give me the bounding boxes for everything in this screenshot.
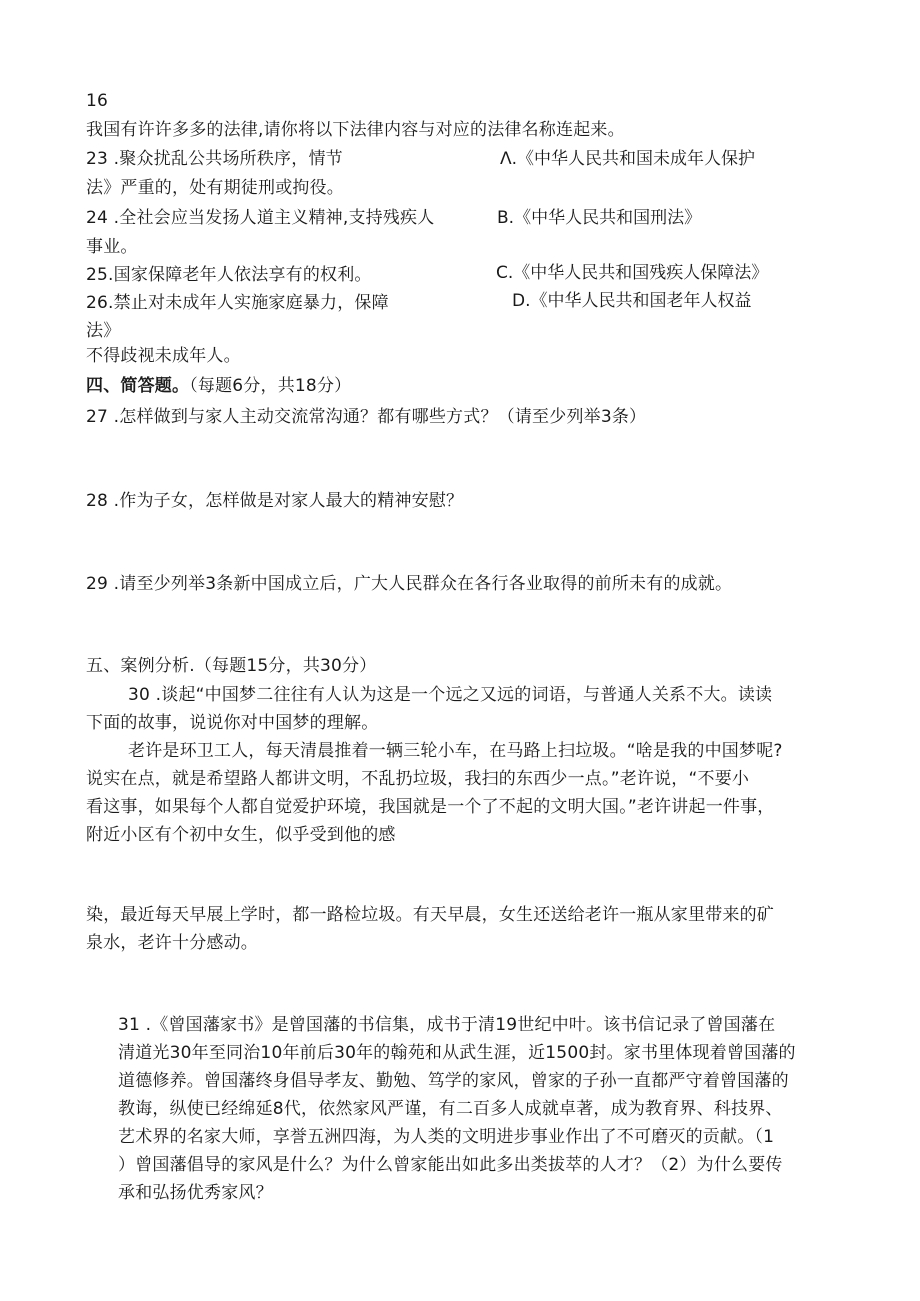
section-4-title: 四、简答题。 (86, 376, 190, 396)
q31-line-5: 艺术界的名家大师，享誉五洲四海，为人类的文明进步事业作出了不可磨灭的贡献。（1 (118, 1127, 775, 1147)
option-d: D.《中华人民共和国老年人权益 (512, 291, 752, 311)
item-26-line1: 26.禁止对未成年人实施家庭暴力，保障 (86, 293, 389, 313)
section-4-heading (86, 375, 351, 397)
q30-line-2: 下面的故事，说说你对中国梦的理解。 (86, 713, 379, 733)
item-24-line1: 24 .全社会应当发扬人道主义精神,支持残疾人 (86, 208, 435, 228)
option-a: Λ.《中华人民共和国未成年人保护 (500, 149, 756, 169)
q30-line-8: 泉水，老许十分感动。 (86, 933, 258, 953)
question-number: 16 (86, 91, 109, 111)
q31-line-7: 承和弘扬优秀家风？ (118, 1183, 273, 1203)
q31-line-1: 31 .《曾国藩家书》是曾国藩的书信集，成书于清19世纪中叶。该书信记录了曾国藩在 (118, 1015, 776, 1035)
item-24-line2: 事业。 (86, 237, 138, 257)
item-26-line2: 法》 (86, 321, 121, 341)
q30-line-7: 染，最近每天早展上学时，都一路检垃圾。有天早晨，女生还送给老许一瓶从家里带来的矿 (86, 905, 774, 925)
option-b: B.《中华人民共和国刑法》 (497, 208, 702, 228)
q30-line-5: 看这事，如果每个人都自觉爱护环境，我国就是一个了不起的文明大国。”老许讲起一件事， (86, 797, 775, 817)
question-27: 27 .怎样做到与家人主动交流常沟通？都有哪些方式？（请至少列举3条） (86, 407, 647, 427)
item-23-line2: 法》严重的，处有期徒刑或拘役。 (86, 178, 344, 198)
q30-line-4: 说实在点，就是希望路人都讲文明，不乱扔垃圾，我扫的东西少一点。”老许说，“不要小 (86, 769, 750, 789)
q31-line-3: 道德修养。曾国藩终身倡导孝友、勤勉、笃学的家风，曾家的子孙一直都严守着曾国藩的 (118, 1071, 789, 1091)
item-25-line1: 25.国家保障老年人依法享有的权利。 (86, 265, 372, 285)
question-28: 28 .作为子女，怎样做是对家人最大的精神安慰？ (86, 491, 464, 511)
q30-line-1: 30 .谈起“中国梦二往往有人认为这是一个远之又远的词语，与普通人关系不大。读读 (128, 685, 773, 705)
q31-line-2: 清道光30年至同治10年前后30年的翰苑和从武生涯，近1500封。家书里体现着曾国藩的 (118, 1043, 796, 1063)
item-23-line1: 23 .聚众扰乱公共场所秩序，情节 (86, 149, 343, 169)
section-4-note: （每题6分，共18分） (189, 376, 352, 396)
q30-line-6: 附近小区有个初中女生，似乎受到他的感 (86, 825, 396, 845)
section-5-title: 五、案例分析.（每题15分，共30分） (86, 656, 377, 676)
q30-line-3: 老许是环卫工人，每天清晨推着一辆三轮小车，在马路上扫垃圾。“啥是我的中国梦呢? (128, 741, 783, 761)
question-intro: 我国有许许多多的法律,请你将以下法律内容与对应的法律名称连起来。 (86, 120, 625, 140)
option-c: C.《中华人民共和国残疾人保障法》 (496, 263, 769, 283)
q31-line-4: 教诲，纵使已经绵延8代，依然家风严谨，有二百多人成就卓著，成为教育界、科技界、 (118, 1099, 783, 1119)
question-29: 29 .请至少列举3条新中国成立后，广大人民群众在各行各业取得的前所未有的成就。 (86, 574, 733, 594)
item-26-line3: 不得歧视未成年人。 (86, 346, 241, 366)
q31-line-6: ）曾国藩倡导的家风是什么？为什么曾家能出如此多出类拔萃的人才？（2）为什么要传 (118, 1155, 783, 1175)
